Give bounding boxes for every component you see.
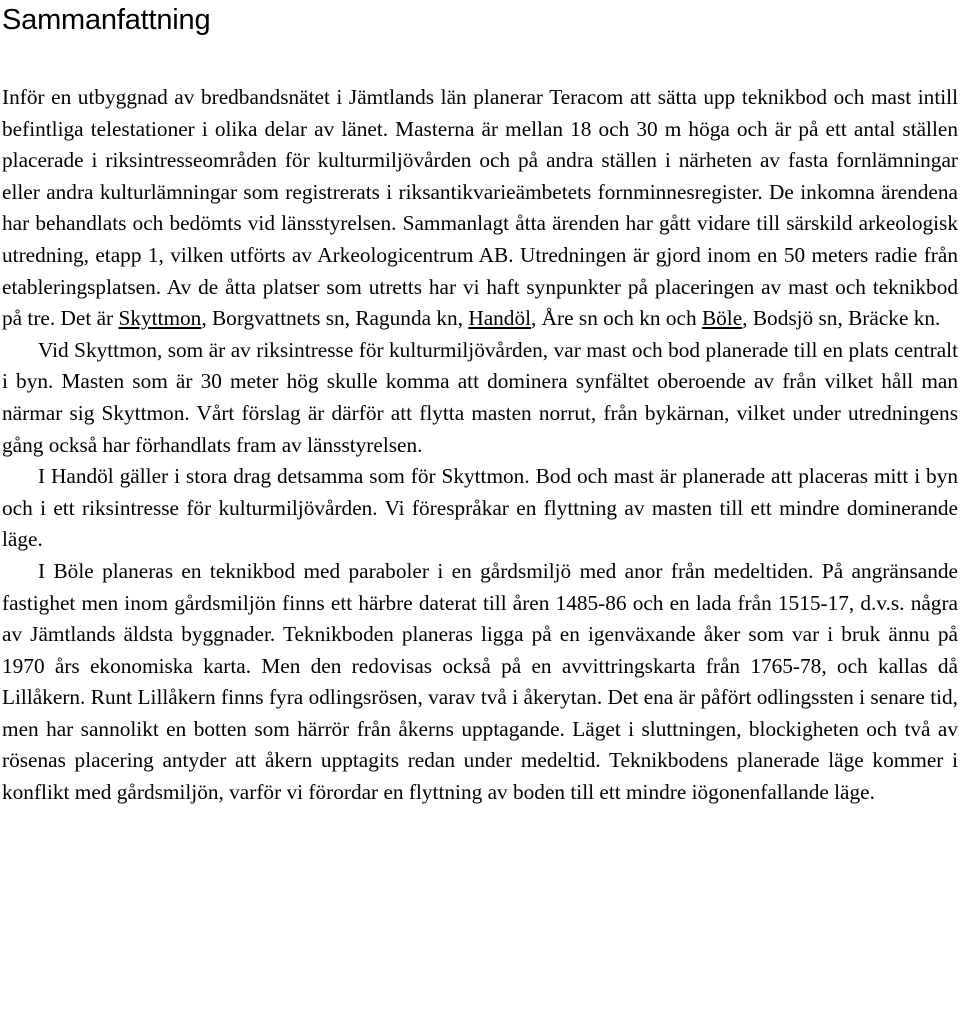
place-name-skyttmon: Skyttmon (118, 306, 202, 331)
paragraph-skyttmon: Vid Skyttmon, som är av riksintresse för kulturmiljövården, var mast och bod planerade till en plats centralt i byn. Masten som är 30 meter hög skulle komma att dominera synfältet oberoende av från vilket håll man närmar sig Skyttmon. Vårt förslag är därför att flytta masten norrut, från bykärnan, vilket under utredningens gång också har förhandlats fram av länsstyrelsen. (2, 337, 958, 457)
paragraph-text: , Åre sn och kn och (531, 306, 702, 331)
paragraph-intro (2, 82, 958, 335)
place-name-bole: Böle (701, 306, 743, 331)
document-body (2, 82, 958, 809)
paragraph-text: Inför en utbyggnad av bredbandsnätet i Jämtlands län planerar Teracom att sätta upp teknikbod och mast intill befintliga telestationer i olika delar av länet. Masterna är mellan 18 och 30 m höga och är på ett antal ställen placerade i riksintresseområden för kulturmiljövården och på andra ställen i närheten av fasta fornlämningar eller andra kulturlämningar som registrerats i riksantikvarieämbetets fornminnesregister. De inkomna ärendena har behandlats och bedömts vid länsstyrelsen. Sammanlagt åtta ärenden har gått vidare till särskild arkeologisk utredning, etapp 1, vilken utförts av Arkeologicentrum AB. Utredningen är gjord inom en 50 meters radie från etableringsplatsen. Av de åtta platser som utretts har vi haft synpunkter på placeringen av mast och teknikbod på tre. Det är (2, 85, 958, 331)
paragraph-text: , Borgvattnets sn, Ragunda kn, (201, 306, 469, 331)
document-page (2, 0, 958, 809)
paragraph-text: , Bodsjö sn, Bräcke kn. (742, 306, 941, 331)
paragraph-bole: I Böle planeras en teknikbod med paraboler i en gårdsmiljö med anor från medeltiden. På angränsande fastighet men inom gårdsmiljön finns ett härbre daterat till åren 1485-86 och en lada från 1515-17, d.v.s. några av Jämtlands äldsta byggnader. Teknikboden planeras ligga på en igenväxande åker som var i bruk ännu på 1970 års ekonomiska karta. Men den redovisas också på en avvittringskarta från 1765-78, och kallas då Lillåkern. Runt Lillåkern finns fyra odlingsrösen, varav två i åkerytan. Det ena är påfört odlingssten i senare tid, men har sannolikt en botten som härrör från åkerns upptagande. Läget i sluttningen, blockigheten och två av rösenas placering antyder att åkern upptagits redan under medeltid. Teknikbodens planerade läge kommer i konflikt med gårdsmiljön, varför vi förordar en flyttning av boden till ett mindre iögonenfallande läge. (2, 558, 958, 805)
paragraph-handol: I Handöl gäller i stora drag detsamma som för Skyttmon. Bod och mast är planerade att placeras mitt i byn och i ett riksintresse för kulturmiljövården. Vi förespråkar en flyttning av masten till ett mindre dominerande läge. (2, 464, 958, 552)
place-name-handol: Handöl (468, 306, 532, 331)
page-title: Sammanfattning (2, 4, 211, 36)
